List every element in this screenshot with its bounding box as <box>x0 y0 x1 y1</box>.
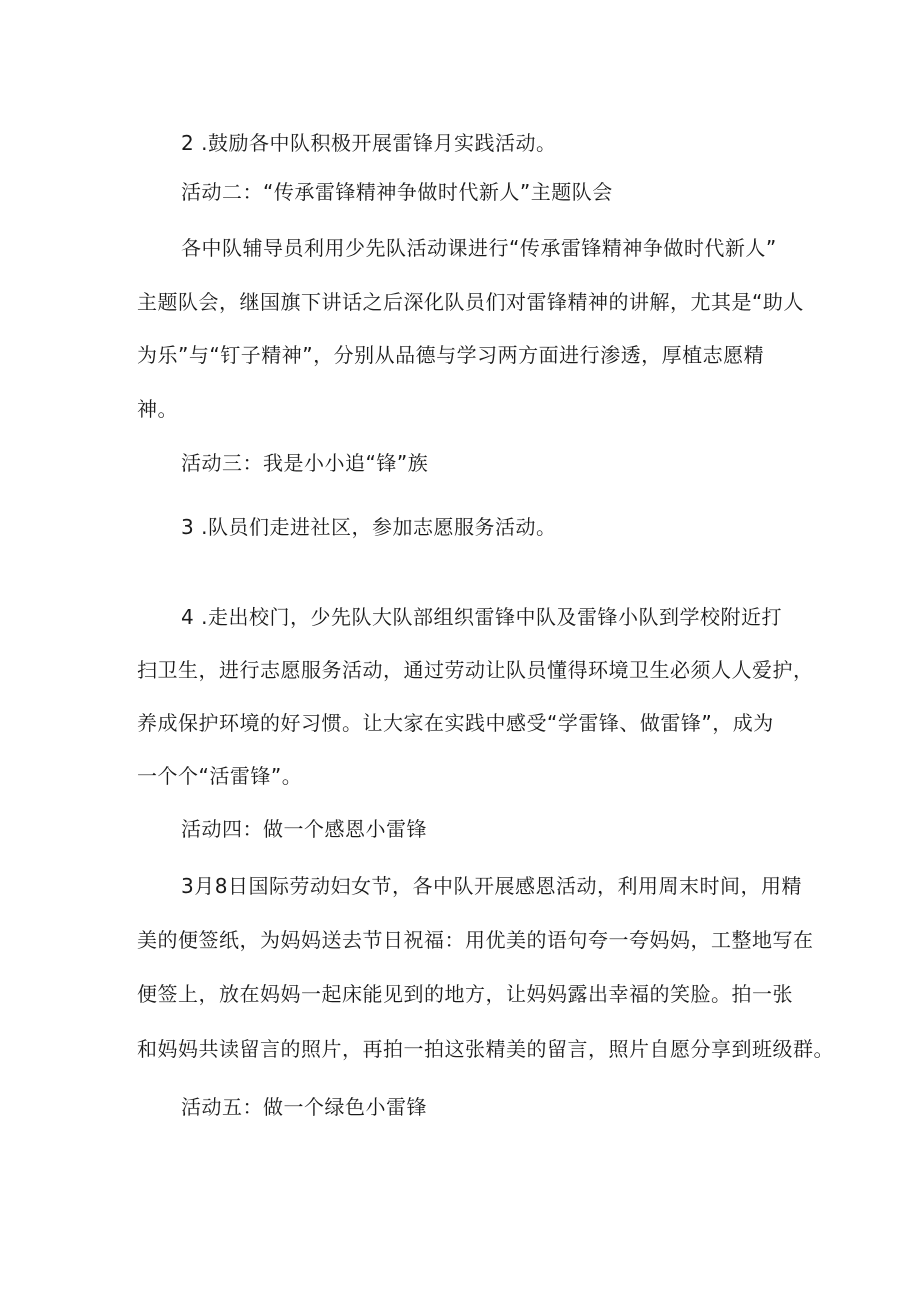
paragraph-line: 扫卫生，进行志愿服务活动，通过劳动让队员懂得环境卫生必须人人爱护， <box>137 658 814 682</box>
section-heading-activity-4: 活动四：做一个感恩小雷锋 <box>181 817 427 841</box>
paragraph-line: 美的便签纸，为妈妈送去节日祝福：用优美的语句夸一夸妈妈，工整地写在 <box>137 928 814 952</box>
paragraph-line: 3月8日国际劳动妇女节，各中队开展感恩活动，利用周末时间，用精 <box>181 874 802 898</box>
section-heading-activity-2: 活动二：“传承雷锋精神争做时代新人”主题队会 <box>181 180 613 204</box>
list-item-2: 2 .鼓励各中队积极开展雷锋月实践活动。 <box>181 131 557 155</box>
list-item-4: 4 .走出校门，少先队大队部组织雷锋中队及雷锋小队到学校附近打 <box>181 605 782 629</box>
paragraph-line: 养成保护环境的好习惯。让大家在实践中感受“学雷锋、做雷锋”，成为 <box>137 711 774 735</box>
paragraph-line: 主题队会，继国旗下讲话之后深化队员们对雷锋精神的讲解，尤其是“助人 <box>137 290 804 314</box>
paragraph-line: 和妈妈共读留言的照片，再拍一拍这张精美的留言，照片自愿分享到班级群。 <box>137 1037 834 1061</box>
section-heading-activity-5: 活动五：做一个绿色小雷锋 <box>181 1095 427 1119</box>
paragraph-line: 为乐”与“钉子精神”，分别从品德与学习两方面进行渗透，厚植志愿精 <box>137 343 765 367</box>
paragraph-line: 各中队辅导员利用少先队活动课进行“传承雷锋精神争做时代新人” <box>181 236 777 260</box>
list-item-3: 3 .队员们走进社区，参加志愿服务活动。 <box>181 515 557 539</box>
section-heading-activity-3: 活动三：我是小小追“锋”族 <box>181 451 429 475</box>
paragraph-line: 神。 <box>137 397 178 421</box>
paragraph-line: 便签上，放在妈妈一起床能见到的地方，让妈妈露出幸福的笑脸。拍一张 <box>137 982 793 1006</box>
paragraph-line: 一个个“活雷锋”。 <box>137 764 303 788</box>
